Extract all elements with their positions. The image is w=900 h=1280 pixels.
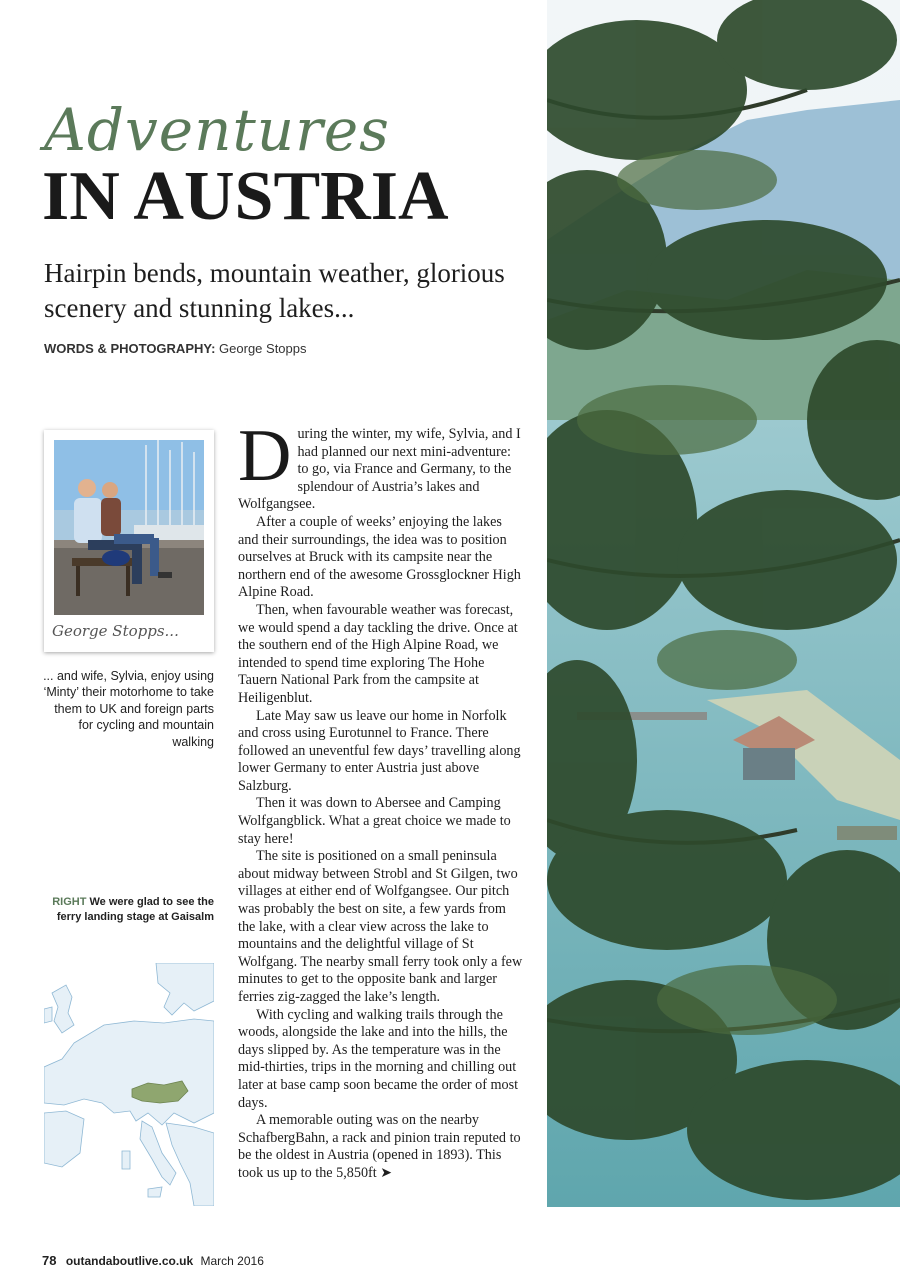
page-number: 78 (42, 1253, 57, 1268)
article-paragraph: Then it was down to Abersee and Camping Wolfgangblick. What a great choice we made to stay here! (238, 795, 511, 847)
byline-name: George Stopps (219, 341, 307, 356)
lake-photo (547, 0, 900, 1207)
page-footer (42, 1253, 264, 1268)
article-paragraph: Then, when favourable weather was forecast, we would spend a day tackling the drive. Once at the southern end of the High Alpine Road, we intended to spend time exploring The Hohe Tauern National Park from the campsite at Heiligenblut. (238, 601, 518, 706)
article-paragraph: After a couple of weeks’ enjoying the lakes and their surroundings, the idea was to position ourselves at Bruck with its campsite near the northern end of the awesome Grossglockner High Alpine Road. (238, 513, 521, 601)
footer-website: outandaboutlive.co.uk (65, 1254, 194, 1268)
article-paragraph: With cycling and walking trails through the woods, alongside the lake and into the hills, the days slipped by. As the temperature was in the mid-thirties, trips in the morning and chilling out later at base camp soon became the order of most days. (238, 1006, 519, 1111)
drop-cap: D (238, 415, 292, 497)
europe-locator-map (44, 963, 214, 1206)
main-photo-caption (40, 895, 214, 925)
polaroid-handwritten-caption: George Stopps... (52, 622, 179, 640)
article-paragraph: During the winter, my wife, Sylvia, and I had planned our next mini-adventure: to go, via France and Germany, to the splendour of Austria’s lakes and Wolfgangsee. (238, 415, 521, 513)
article-body (238, 415, 524, 1183)
headline-kicker: Adventures (44, 96, 390, 164)
byline (44, 341, 307, 356)
headline-title: IN AUSTRIA (42, 158, 449, 235)
article-paragraph: A memorable outing was on the nearby SchafbergBahn, a rack and pinion train reputed to be the oldest in Austria (opened in 1893). This took us up to the 5,850ft ➤ (238, 1112, 521, 1181)
caption-text: We were glad to see the ferry landing stage at Gaisalm (56, 896, 214, 923)
byline-label: WORDS & PHOTOGRAPHY: (44, 341, 216, 356)
caption-direction-label: RIGHT (52, 896, 87, 908)
author-polaroid (44, 430, 214, 652)
author-photo (54, 440, 204, 615)
footer-issue: March 2016 (200, 1254, 264, 1268)
article-paragraph: Late May saw us leave our home in Norfolk and cross using Eurotunnel to France. There followed an uneventful few days’ travelling along lower Germany to enter Austria just above Salzburg. (238, 707, 521, 794)
article-paragraph: The site is positioned on a small peninsula about midway between Strobl and St Gilgen, two villages at either end of Wolfgangsee. Our pitch was probably the best on site, a few yards from the lake, with a clear view across the lake to mountains and the delightful village of St Wolfgang. The nearby small ferry took only a few minutes to get to the opposite bank and larger ferries zig-zagged the lake’s length. (238, 848, 523, 1005)
standfirst: Hairpin bends, mountain weather, glorious scenery and stunning lakes... (44, 258, 505, 323)
author-photo-caption: ... and wife, Sylvia, enjoy using ‘Minty’ their motorhome to take them to UK and foreign parts for cycling and mountain walking (43, 669, 214, 749)
